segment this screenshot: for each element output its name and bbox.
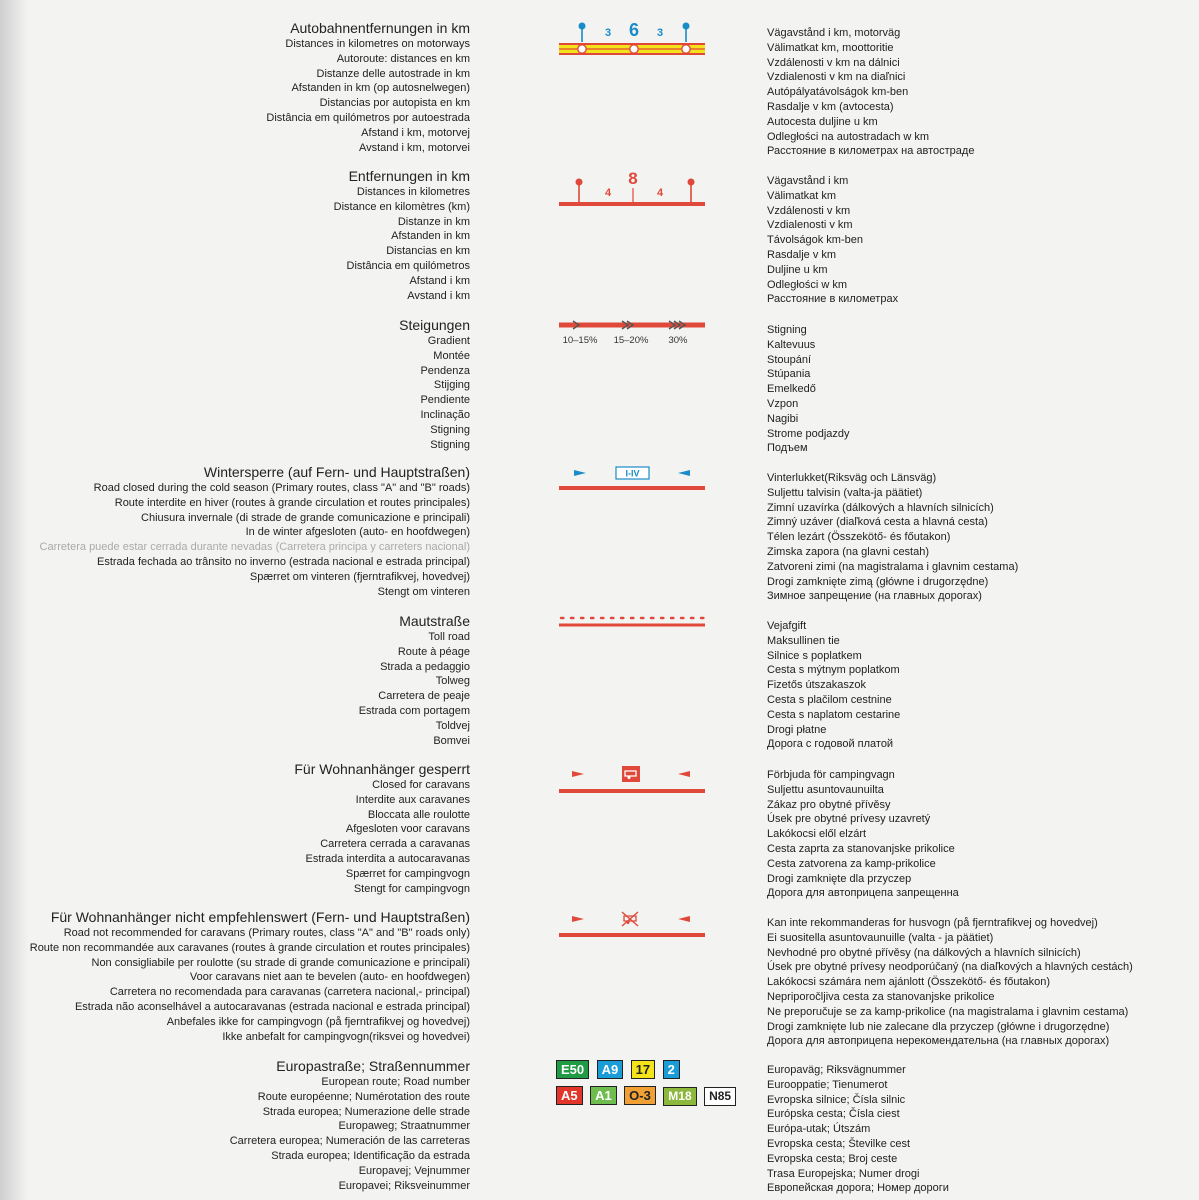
translation: Nepriporočljiva cesta za stanovanjske prikolice [767, 990, 995, 1003]
translation: Stoupání [767, 353, 812, 366]
section-title: Für Wohnanhänger gesperrt [294, 761, 470, 777]
translation: Duljine u km [767, 263, 828, 276]
translation: Stengt om vinteren [377, 585, 470, 598]
translation: Európa-utak; Útszám [767, 1123, 871, 1136]
caravan-closed-symbol [556, 761, 716, 797]
translation: Kaltevuus [767, 338, 816, 351]
translation: Drogi zamknięte zimą (główne i drugorzędne) [767, 575, 989, 588]
translation: Расстояние в километрах на автостраде [767, 145, 975, 158]
translation: Stúpania [767, 368, 811, 381]
translation: Zimska zapora (na glavni cestah) [767, 545, 930, 558]
translation: Avstand i km [407, 289, 470, 302]
distance-label-total: 6 [628, 20, 640, 40]
translation: Route interdite en hiver (routes à grande circulation et routes principales) [114, 496, 470, 509]
translation: Afstanden in km (op autosnelwegen) [291, 82, 470, 95]
road-number-badge: O-3 [624, 1086, 656, 1105]
left-translations [399, 317, 470, 452]
translation: Distanze delle autostrade in km [316, 67, 470, 80]
translation: Non consigliabile per roulotte (su strade di grande comunicazione e principali) [91, 956, 470, 969]
translation: Stigning [430, 423, 470, 436]
translation: Drogi płatne [767, 723, 827, 736]
distance-label: 3 [604, 27, 612, 39]
caravan-wheel [628, 776, 631, 779]
translation: Ikke anbefalt for campingvogn(riksvei og hovedvei) [222, 1030, 470, 1043]
caravan-not-recommended-symbol [556, 909, 716, 945]
translation: Evropska cesta; Številke cest [767, 1137, 911, 1150]
translation: Stigning [430, 438, 470, 451]
right-translations [767, 323, 850, 456]
section-title: Für Wohnanhänger nicht empfehlenswert (Fern- und Hauptstraßen) [50, 909, 470, 925]
translation: Ne preporučuje se za kamp-prikolice (na magistralama i glavnim cestama) [767, 1005, 1129, 1018]
translation: Välimatkat km [767, 189, 837, 202]
translation: Evropska silnice; Čísla silnic [767, 1093, 906, 1106]
translation: Nevhodné pro obytné přívěsy (na dálkových a hlavních silnicích) [767, 946, 1081, 959]
translation: Trasa Europejska; Numer drogi [767, 1167, 920, 1180]
road-distance-symbol [556, 168, 716, 212]
gradient-symbol [556, 317, 716, 349]
gradient-label: 15–20% [613, 335, 649, 346]
translation: Estrada com portagem [358, 704, 470, 717]
translation: Drogi zamknięte dla przyczep [767, 872, 912, 885]
translation: Afstand i km, motorvej [361, 126, 470, 139]
pin-blue-icon [579, 23, 586, 30]
translation: Расстояние в километрах [767, 293, 899, 306]
translation: Strada europea; Numerazione delle strade [262, 1105, 470, 1118]
translation: Distância em quilómetros por autoestrada [266, 111, 470, 124]
road-number-badges-row2 [556, 1086, 739, 1106]
right-translations [767, 768, 959, 901]
translation: Bloccata alle roulotte [367, 808, 470, 821]
european-route-badge: E50 [556, 1060, 589, 1079]
junction-circle [630, 45, 638, 53]
translation: Suljettu talvisin (valta-ja päätiet) [767, 486, 923, 499]
translation: Fizetős útszakaszok [767, 679, 867, 692]
translation: Pendiente [420, 394, 470, 407]
right-translations [767, 619, 900, 752]
translation: Chiusura invernale (di strade de grande comunicazione e principali) [141, 511, 470, 524]
translation: Afstand i km [409, 274, 470, 287]
section-title: Mautstraße [399, 613, 470, 629]
translation: Odległości na autostradach w km [767, 130, 930, 143]
translation: Estrada não aconselhável a autocaravanas (estrada nacional e estrada principal) [74, 1000, 470, 1013]
junction-circle [682, 45, 690, 53]
translation: Route non recommandée aux caravanes (routes à grande circulation et routes principales) [29, 941, 470, 954]
translation: Carretera cerrada a caravanas [320, 838, 470, 851]
translation: Úsek pre obytné prívesy neodporúčaný (na diaľkových a hlavných cestách) [767, 961, 1133, 974]
translation: Cesta zaprta za stanovanjske prikolice [767, 842, 955, 855]
section-title: Autobahnentfernungen in km [290, 20, 470, 36]
translation: Távolságok km-ben [767, 234, 863, 247]
translation: Зимное запрещение (на главных дорогах) [767, 590, 982, 603]
left-translations [266, 20, 470, 155]
translation: Europaväg; Riksvägnummer [767, 1064, 906, 1076]
translation: Distancias en km [386, 245, 470, 258]
translation: Nagibi [767, 412, 799, 425]
translation: Toll road [428, 631, 470, 643]
translation: Interdite aux caravanes [355, 793, 470, 806]
page-edge-shadow [0, 0, 28, 1200]
translation: Afstanden in km [391, 230, 470, 243]
toll-road-symbol [556, 613, 716, 633]
translation: Vzdálenosti v km na dálnici [767, 56, 900, 69]
translation: Дорога для автоприцепа нерекомендательна (на главных дорогах) [767, 1035, 1110, 1048]
translation: Cesta s plačilom cestnine [767, 693, 892, 706]
right-translations [767, 1063, 949, 1196]
translation: Tolweg [435, 675, 470, 688]
motorway-number-badge: A5 [556, 1086, 583, 1105]
translation: Carretera no recomendada para caravanas (carretera nacional,- principal) [109, 986, 470, 999]
translation: Toldvej [435, 719, 470, 732]
translation: Strada a pedaggio [380, 660, 470, 673]
translation: Gradient [427, 335, 470, 347]
translation: Strada europea; Identificação da estrada [271, 1149, 470, 1162]
closure-end-arrow-icon [678, 916, 690, 922]
closure-start-arrow-icon [572, 771, 584, 777]
translation: Zimný uzáver (diaľková cesta a hlavná cesta) [767, 516, 988, 529]
translation: Route européenne; Numérotation des route [257, 1090, 470, 1103]
motorway-number-badge: A1 [590, 1086, 617, 1105]
translation: Spærret for campingvogn [345, 867, 470, 880]
closure-months-label: I-IV [625, 468, 640, 479]
translation: Rasdalje v km (avtocesta) [767, 100, 894, 113]
road-number-badge: 2 [663, 1060, 680, 1079]
translation: Zatvoreni zimi (na magistralama i glavnim cestama) [767, 560, 1019, 573]
translation: Anbefales ikke for campingvogn (på fjerntrafikvej og hovedvej) [166, 1015, 470, 1028]
translation: Distance en kilomètres (km) [333, 200, 470, 213]
motorway-distance-symbol [556, 20, 716, 60]
translation: Suljettu asuntovaunuilta [767, 783, 884, 796]
distance-label: 4 [656, 187, 664, 199]
closure-end-arrow-icon [678, 771, 690, 777]
translation: Distances in kilometres on motorways [285, 38, 470, 50]
translation: Carretera de peaje [378, 690, 470, 703]
right-translations [767, 916, 1133, 1049]
translation: Distances in kilometres [356, 186, 470, 198]
translation: Autópályatávolságok km-ben [767, 86, 909, 99]
translation: Silnice s poplatkem [767, 649, 862, 662]
translation: In de winter afgesloten (auto- en hoofdwegen) [245, 526, 470, 539]
translation: Úsek pre obytné prívesy uzavretý [767, 813, 931, 826]
translation: Route à péage [397, 645, 470, 658]
closure-start-arrow-icon [572, 916, 584, 922]
gradient-label: 30% [668, 335, 688, 346]
translation: Cesta s naplatom cestarine [767, 708, 901, 721]
translation: Дорога с годовой платой [767, 738, 894, 751]
translation: Ei suositella asuntovaunuille (valta - ja päätiet) [767, 931, 994, 944]
translation: Vzdialenosti v km na diaľnici [767, 71, 906, 84]
translation: Lakókocsi számára nem ajánlott (Összekötő- és főutakon) [767, 976, 1051, 989]
translation: Bomvei [433, 734, 470, 747]
closure-end-arrow-icon [678, 470, 690, 476]
translation: Maksullinen tie [767, 634, 840, 647]
translation: European route; Road number [321, 1076, 470, 1088]
right-translations [767, 471, 1018, 604]
translation: Europavei; Riksveinummer [338, 1179, 470, 1192]
translation: Vejafgift [767, 620, 807, 632]
winter-closure-symbol [556, 464, 716, 494]
translation: Stigning [767, 324, 807, 336]
translation: Pendenza [420, 364, 470, 377]
translation: Vzpon [767, 397, 799, 410]
pin-red-icon [576, 179, 583, 186]
left-translations [294, 761, 470, 896]
motorway-number-badge: A9 [597, 1060, 624, 1079]
translation: Vinterlukket(Riksväg och Länsväg) [767, 472, 937, 484]
junction-circle [578, 45, 586, 53]
road-number-badge: N85 [704, 1087, 736, 1106]
translation: Förbjuda för campingvagn [767, 769, 895, 781]
translation: Avstand i km, motorvei [358, 141, 470, 154]
left-translations [30, 909, 470, 1044]
translation: Zimní uzavírka (dálkových a hlavních silnicích) [767, 501, 994, 514]
translation: Emelkedő [767, 383, 816, 396]
translation: Spærret om vinteren (fjerntrafikvej, hovedvej) [249, 570, 470, 583]
translation: Estrada interdita a autocaravanas [305, 852, 470, 865]
translation: Rasdalje v km [767, 248, 837, 261]
translation: Kan inte rekommanderas for husvogn (på fjerntrafikvej og hovedvej) [767, 917, 1098, 929]
translation: Road closed during the cold season (Primary routes, class "A" and "B" roads) [93, 482, 470, 494]
distance-label: 3 [656, 27, 664, 39]
left-translations [230, 1058, 470, 1193]
translation: Télen lezárt (Összekötő- és főutakon) [767, 531, 951, 544]
translation: Carretera europea; Numeración de las carreteras [229, 1135, 470, 1148]
translation: Stijging [433, 379, 470, 392]
section-title: Steigungen [399, 317, 470, 333]
translation: Välimatkat km, moottoritie [767, 41, 894, 54]
pin-blue-icon [683, 23, 690, 30]
translation: Voor caravans niet aan te bevelen (auto- en hoofdwegen) [189, 971, 470, 984]
translation: Европейская дорога; Номер дороги [767, 1182, 949, 1195]
translation: Evropska cesta; Broj ceste [767, 1152, 898, 1165]
distance-label-total: 8 [628, 169, 638, 188]
section-title: Entfernungen in km [348, 168, 470, 184]
road-number-badge: 17 [631, 1060, 655, 1079]
translation: Vzdialenosti v km [767, 219, 853, 232]
translation: Europaweg; Straatnummer [338, 1120, 470, 1133]
gradient-label: 10–15% [562, 335, 598, 346]
pin-red-icon [688, 179, 695, 186]
translation: Drogi zamknięte lub nie zalecane dla przyczep (główne i drugorzędne) [767, 1020, 1110, 1033]
left-translations [40, 464, 470, 599]
translation: Дорога для автоприцепа запрещенна [767, 887, 959, 900]
translation: Inclinação [420, 408, 470, 421]
translation: Vzdálenosti v km [767, 204, 851, 217]
right-translations [767, 26, 974, 159]
translation: Vägavstånd i km, motorväg [767, 27, 901, 39]
road-number-badge: M18 [663, 1087, 696, 1106]
translation: Distanze in km [397, 215, 470, 228]
translation: Autocesta duljine u km [767, 115, 878, 128]
translation: Európska cesta; Čísla ciest [767, 1108, 900, 1121]
translation: Distancias por autopista en km [319, 97, 470, 110]
section-title: Europastraße; Straßennummer [276, 1058, 470, 1074]
translation: Cesta s mýtnym poplatkom [767, 664, 900, 677]
translation: Lakókocsi elől elzárt [767, 828, 867, 841]
road-number-badges-row1 [556, 1060, 683, 1079]
translation: Closed for caravans [372, 779, 470, 791]
translation: Road not recommended for caravans (Primary routes, class "A" and "B" roads only) [63, 927, 470, 939]
section-title: Wintersperre (auf Fern- und Hauptstraßen) [203, 464, 470, 480]
translation: Cesta zatvorena za kamp-prikolice [767, 857, 936, 870]
left-translations [334, 168, 470, 303]
translation: Stengt for campingvogn [353, 882, 470, 895]
closure-start-arrow-icon [574, 470, 586, 476]
translation: Europavej; Vejnummer [358, 1164, 470, 1177]
translation: Carretera puede estar cerrada durante nevadas (Carretera principa y carreters nacional) [39, 541, 470, 554]
translation: Eurooppatie; Tienumerot [767, 1078, 888, 1091]
translation: Vägavstånd i km [767, 175, 849, 187]
translation: Estrada fechada ao trânsito no inverno (estrada nacional e estrada principal) [96, 555, 470, 568]
translation: Strome podjazdy [767, 427, 850, 440]
translation: Distância em quilómetros [346, 259, 470, 272]
left-translations [359, 613, 470, 748]
distance-label: 4 [604, 187, 612, 199]
translation: Montée [433, 349, 470, 362]
translation: Afgesloten voor caravans [345, 823, 470, 836]
translation: Autoroute: distances en km [336, 52, 470, 65]
translation: Подъем [767, 442, 808, 455]
translation: Odległości w km [767, 278, 848, 291]
right-translations [767, 174, 898, 307]
translation: Zákaz pro obytné přívěsy [767, 798, 891, 811]
